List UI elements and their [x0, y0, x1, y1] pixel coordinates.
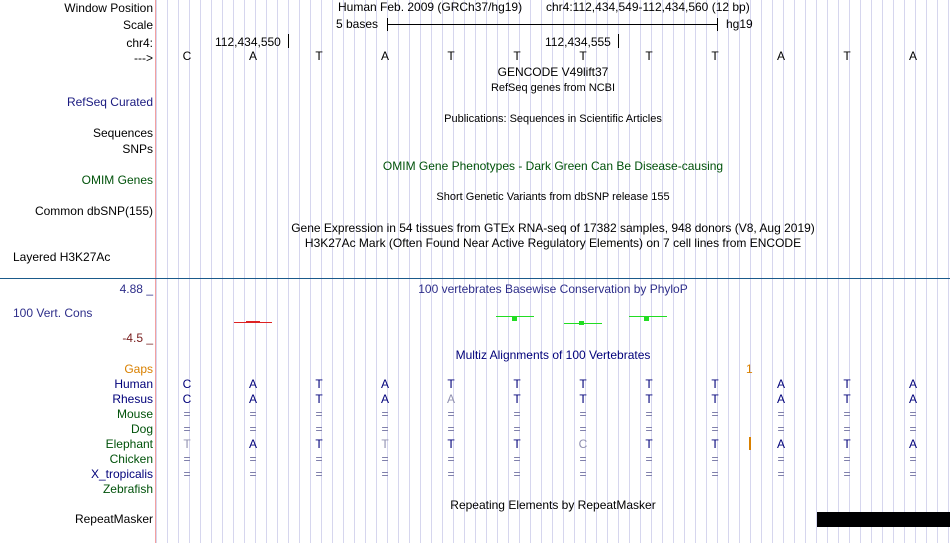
species-human-label[interactable]: Human	[114, 377, 153, 391]
alignment-base-elephant: T	[843, 437, 851, 451]
alignment-base-x-tropicalis: =	[513, 467, 521, 481]
guide-line	[310, 0, 311, 543]
alignment-base-mouse: =	[315, 407, 323, 421]
alignment-base-x-tropicalis: =	[909, 467, 917, 481]
guide-line	[860, 0, 861, 543]
scale-bar-line	[387, 24, 718, 25]
alignment-base-chicken: =	[447, 452, 455, 466]
species-zebrafish-label[interactable]: Zebrafish	[102, 482, 153, 496]
base-letter: T	[711, 49, 719, 63]
alignment-base-elephant: T	[183, 437, 191, 451]
alignment-base-dog: =	[381, 422, 389, 436]
alignment-base-elephant: T	[381, 437, 389, 451]
species-xtropicalis-label[interactable]: X_tropicalis	[90, 467, 153, 481]
guide-line	[728, 0, 729, 543]
alignment-base-elephant: A	[248, 437, 257, 451]
alignment-base-human: A	[248, 377, 257, 391]
alignment-base-human: T	[579, 377, 587, 391]
guide-line	[926, 0, 927, 543]
guide-line	[233, 0, 234, 543]
alignment-base-dog: =	[777, 422, 785, 436]
guide-line	[442, 0, 443, 543]
alignment-base-elephant: T	[711, 437, 719, 451]
alignment-base-chicken: =	[645, 452, 653, 466]
guide-line	[211, 0, 212, 543]
guide-line	[662, 0, 663, 543]
guide-line	[629, 0, 630, 543]
alignment-base-rhesus: T	[315, 392, 323, 406]
base-letter: A	[908, 49, 917, 63]
guide-line	[937, 0, 938, 543]
base-letter: T	[645, 49, 653, 63]
guide-line	[893, 0, 894, 543]
alignment-base-chicken: =	[711, 452, 719, 466]
alignment-base-elephant: T	[447, 437, 455, 451]
publications-track-title[interactable]: Publications: Sequences in Scientific Articles	[444, 113, 662, 125]
alignment-base-chicken: =	[909, 452, 917, 466]
alignment-base-mouse: =	[513, 407, 521, 421]
guide-line	[695, 0, 696, 543]
guide-line	[244, 0, 245, 543]
guide-line	[750, 0, 751, 543]
guide-line	[486, 0, 487, 543]
cons-positive-bar-1	[512, 316, 517, 321]
guide-line	[464, 0, 465, 543]
track-group-divider	[0, 278, 950, 279]
h3k27ac-track-title[interactable]: H3K27Ac Mark (Often Found Near Active Regulatory Elements) on 7 cell lines from ENCODE	[304, 236, 802, 250]
species-dog-label[interactable]: Dog	[130, 422, 153, 436]
alignment-base-rhesus: A	[248, 392, 257, 406]
base-letter: A	[380, 49, 389, 63]
alignment-base-rhesus: A	[908, 392, 917, 406]
guide-line	[409, 0, 410, 543]
alignment-base-human: C	[182, 377, 192, 391]
guide-line	[343, 0, 344, 543]
cons-track-label[interactable]: 100 Vert. Cons	[13, 306, 93, 320]
alignment-base-human: T	[711, 377, 719, 391]
layered-h3k27ac-label[interactable]: Layered H3K27Ac	[13, 250, 111, 264]
ruler-tick-1	[288, 34, 289, 48]
alignment-base-chicken: =	[183, 452, 191, 466]
base-letter: C	[182, 49, 192, 63]
alignment-base-x-tropicalis: =	[777, 467, 785, 481]
scale-bar-left-tick	[387, 18, 388, 31]
alignment-base-human: A	[776, 377, 785, 391]
alignment-base-rhesus: A	[446, 392, 455, 406]
alignment-base-mouse: =	[447, 407, 455, 421]
window-position-label: Window Position	[64, 1, 153, 15]
species-elephant-label[interactable]: Elephant	[105, 437, 153, 451]
alignment-base-human: T	[447, 377, 455, 391]
phylop-track-title[interactable]: 100 vertebrates Basewise Conservation by PhyloP	[418, 282, 688, 296]
guide-line	[618, 0, 619, 543]
guide-line	[673, 0, 674, 543]
species-rhesus-label[interactable]: Rhesus	[112, 392, 153, 406]
alignment-base-rhesus: T	[843, 392, 851, 406]
alignment-base-elephant: T	[315, 437, 323, 451]
repeatmasker-track-title[interactable]: Repeating Elements by RepeatMasker	[450, 498, 656, 512]
alignment-base-x-tropicalis: =	[645, 467, 653, 481]
alignment-base-rhesus: A	[776, 392, 785, 406]
track-labels-column	[0, 0, 155, 543]
guide-line	[882, 0, 883, 543]
species-mouse-label[interactable]: Mouse	[116, 407, 153, 421]
alignment-base-chicken: =	[843, 452, 851, 466]
sequences-label[interactable]: Sequences	[92, 126, 153, 140]
refseq-track-title[interactable]: RefSeq genes from NCBI	[490, 82, 616, 94]
ruler-coord-2: 112,434,555	[545, 35, 611, 49]
cons-max-label: 4.88 _	[119, 282, 153, 296]
scale-bar-right-tick	[717, 18, 718, 31]
guide-line	[948, 0, 949, 543]
alignment-base-mouse: =	[777, 407, 785, 421]
alignment-base-mouse: =	[843, 407, 851, 421]
guide-line	[805, 0, 806, 543]
alignment-base-mouse: =	[711, 407, 719, 421]
alignment-base-dog: =	[183, 422, 191, 436]
base-letter: T	[315, 49, 323, 63]
guide-line	[200, 0, 201, 543]
track-data-area[interactable]	[156, 0, 950, 543]
alignment-base-rhesus: C	[182, 392, 192, 406]
alignment-base-human: T	[645, 377, 653, 391]
alignment-base-mouse: =	[645, 407, 653, 421]
alignment-base-x-tropicalis: =	[711, 467, 719, 481]
strand-arrow-label[interactable]: --->	[134, 51, 153, 65]
alignment-base-mouse: =	[249, 407, 257, 421]
omim-genes-label[interactable]: OMIM Genes	[81, 173, 153, 187]
position-text: chr4:112,434,549-112,434,560 (12 bp)	[546, 0, 750, 14]
alignment-base-rhesus: T	[645, 392, 653, 406]
guide-line	[167, 0, 168, 543]
alignment-base-human: T	[843, 377, 851, 391]
alignment-base-human: A	[380, 377, 389, 391]
guide-line	[299, 0, 300, 543]
guide-line	[156, 0, 157, 543]
base-letter: A	[776, 49, 785, 63]
alignment-base-dog: =	[249, 422, 257, 436]
alignment-base-human: T	[315, 377, 323, 391]
alignment-base-human: T	[513, 377, 521, 391]
alignment-base-elephant: A	[776, 437, 785, 451]
guide-line	[772, 0, 773, 543]
guide-line	[739, 0, 740, 543]
guide-line	[827, 0, 828, 543]
alignment-base-dog: =	[315, 422, 323, 436]
guide-line	[816, 0, 817, 543]
assembly-text: Human Feb. 2009 (GRCh37/hg19)	[338, 0, 523, 14]
common-dbsnp-label[interactable]: Common dbSNP(155)	[34, 204, 153, 218]
guide-line	[332, 0, 333, 543]
alignment-base-dog: =	[579, 422, 587, 436]
guide-line	[904, 0, 905, 543]
base-letter: T	[447, 49, 455, 63]
guide-line	[640, 0, 641, 543]
alignment-base-rhesus: T	[513, 392, 521, 406]
db-label: hg19	[726, 17, 753, 31]
cons-positive-bar-3	[644, 316, 649, 321]
alignment-base-dog: =	[843, 422, 851, 436]
alignment-base-x-tropicalis: =	[183, 467, 191, 481]
gaps-label[interactable]: Gaps	[124, 362, 153, 376]
snps-label[interactable]: SNPs	[122, 142, 153, 156]
guide-line	[706, 0, 707, 543]
alignment-base-elephant: T	[513, 437, 521, 451]
alignment-base-x-tropicalis: =	[249, 467, 257, 481]
alignment-base-chicken: =	[249, 452, 257, 466]
refseq-curated-label[interactable]: RefSeq Curated	[66, 95, 153, 109]
alignment-base-x-tropicalis: =	[579, 467, 587, 481]
base-letter: A	[248, 49, 257, 63]
scale-bar-label: 5 bases	[336, 17, 379, 31]
alignment-base-mouse: =	[183, 407, 191, 421]
species-chicken-label[interactable]: Chicken	[109, 452, 153, 466]
alignment-base-dog: =	[909, 422, 917, 436]
guide-line	[277, 0, 278, 543]
guide-line	[761, 0, 762, 543]
base-letter: T	[579, 49, 587, 63]
alignment-base-human: A	[908, 377, 917, 391]
cons-min-label: -4.5 _	[122, 331, 153, 345]
alignment-base-dog: =	[513, 422, 521, 436]
alignment-base-elephant: T	[645, 437, 653, 451]
chrom-label: chr4:	[126, 36, 153, 50]
alignment-base-mouse: =	[909, 407, 917, 421]
guide-line	[431, 0, 432, 543]
alignment-base-x-tropicalis: =	[315, 467, 323, 481]
omim-track-title[interactable]: OMIM Gene Phenotypes - Dark Green Can Be Disease-causing	[382, 159, 724, 173]
alignment-base-x-tropicalis: =	[843, 467, 851, 481]
alignment-base-chicken: =	[315, 452, 323, 466]
snp-track-title[interactable]: Short Genetic Variants from dbSNP release 155	[436, 191, 670, 203]
ruler-coord-1: 112,434,550	[215, 35, 281, 49]
guide-line	[684, 0, 685, 543]
guide-line	[794, 0, 795, 543]
guide-line	[420, 0, 421, 543]
alignment-base-mouse: =	[381, 407, 389, 421]
guide-line	[376, 0, 377, 543]
guide-line	[266, 0, 267, 543]
multiz-track-title[interactable]: Multiz Alignments of 100 Vertebrates	[455, 348, 651, 362]
alignment-base-dog: =	[711, 422, 719, 436]
repeatmasker-label[interactable]: RepeatMasker	[74, 512, 153, 526]
cons-negative-bar	[246, 321, 260, 323]
alignment-base-elephant: C	[578, 437, 588, 451]
alignment-base-rhesus: T	[579, 392, 587, 406]
alignment-base-chicken: =	[513, 452, 521, 466]
guide-line	[838, 0, 839, 543]
guide-line	[354, 0, 355, 543]
alignment-base-chicken: =	[381, 452, 389, 466]
alignment-base-x-tropicalis: =	[381, 467, 389, 481]
cons-positive-bar-2	[579, 321, 584, 325]
guide-line	[365, 0, 366, 543]
guide-line	[871, 0, 872, 543]
guide-line	[398, 0, 399, 543]
base-letter: T	[513, 49, 521, 63]
alignment-base-x-tropicalis: =	[447, 467, 455, 481]
alignment-base-mouse: =	[579, 407, 587, 421]
gaps-count: 1	[746, 362, 753, 376]
elephant-gap-marker	[749, 437, 751, 450]
ruler-tick-2	[618, 34, 619, 48]
alignment-base-dog: =	[645, 422, 653, 436]
gtex-track-title[interactable]: Gene Expression in 54 tissues from GTEx RNA-seq of 17382 samples, 948 donors (V8, Aug 2019)	[291, 221, 815, 235]
alignment-base-chicken: =	[579, 452, 587, 466]
alignment-base-chicken: =	[777, 452, 785, 466]
alignment-base-rhesus: T	[711, 392, 719, 406]
guide-line	[475, 0, 476, 543]
alignment-base-rhesus: A	[380, 392, 389, 406]
guide-line	[178, 0, 179, 543]
repeatmasker-element[interactable]	[817, 512, 950, 527]
alignment-base-elephant: A	[908, 437, 917, 451]
base-letter: T	[843, 49, 851, 63]
guide-line	[222, 0, 223, 543]
scale-label: Scale	[122, 18, 153, 32]
guide-line	[288, 0, 289, 543]
alignment-base-dog: =	[447, 422, 455, 436]
gencode-track-title[interactable]: GENCODE V49lift37	[497, 65, 609, 79]
